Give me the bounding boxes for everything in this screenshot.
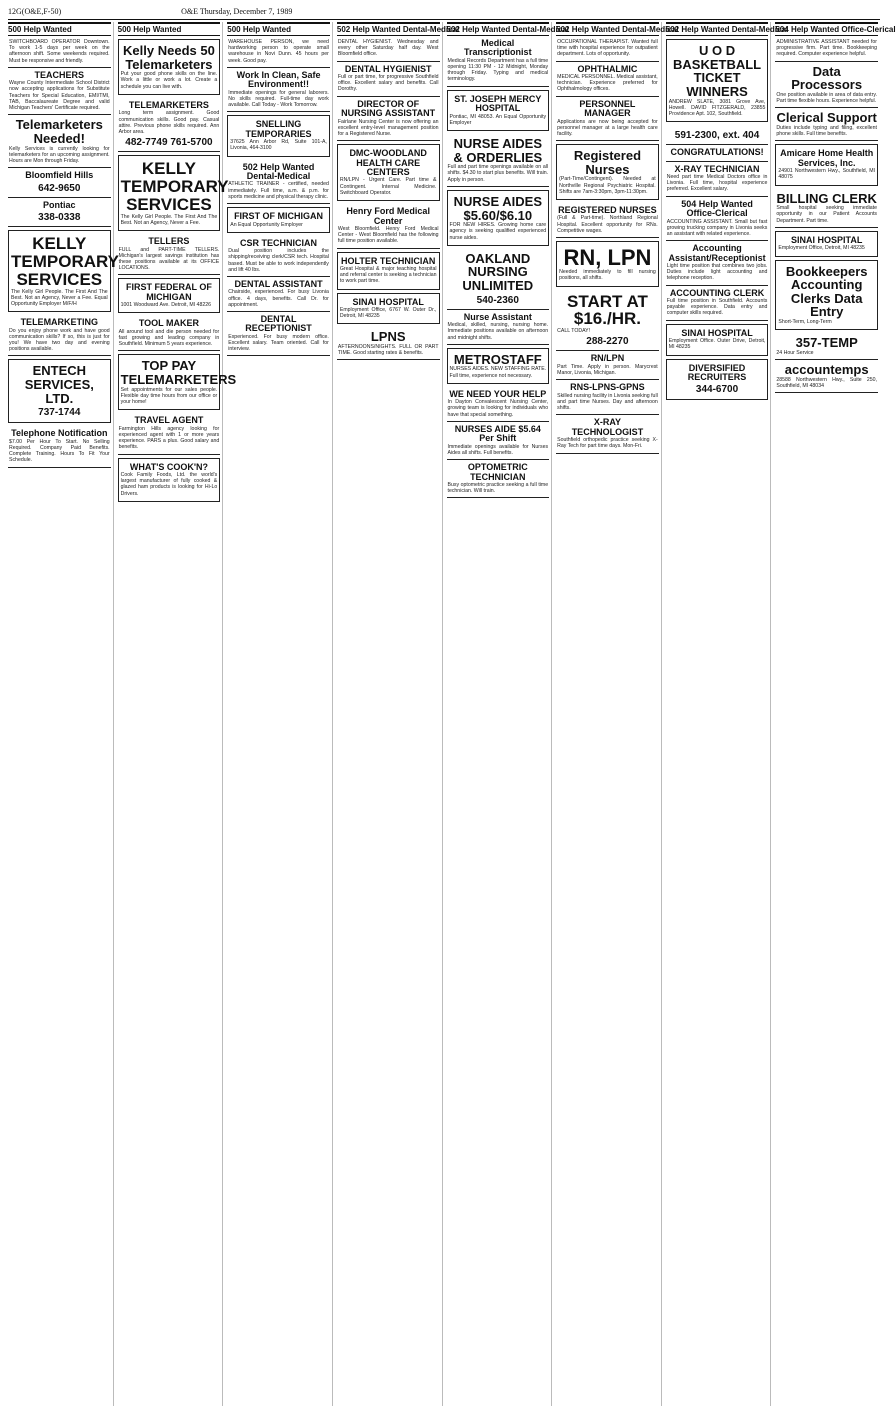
classified-ad bbox=[775, 108, 878, 141]
ad-title: Nurse Assistant bbox=[463, 311, 532, 322]
classified-ad bbox=[447, 348, 550, 384]
ad-title: WE NEED YOUR HELP bbox=[449, 388, 547, 399]
classified-ad bbox=[447, 134, 550, 187]
ad-title: SINAI HOSPITAL bbox=[352, 296, 424, 307]
classified-ad bbox=[666, 241, 769, 285]
ad-title: OPHTHALMIC bbox=[577, 63, 638, 74]
classified-ad bbox=[556, 290, 659, 352]
ad-title: ST. JOSEPH MERCY HOSPITAL bbox=[454, 93, 542, 114]
classified-ad bbox=[227, 207, 330, 233]
ad-body: Small hospital seeking immediate opportunity in our Patient Accounts Department. Part time. bbox=[776, 205, 877, 224]
page-code: 12G(O&E,F-50) bbox=[8, 7, 62, 16]
ad-phone: 737-1744 bbox=[38, 407, 81, 419]
ad-title: DENTAL ASSISTANT bbox=[234, 278, 323, 289]
ad-title: TEACHERS bbox=[34, 69, 85, 80]
ad-body: Full and part time openings available on all shifts. $4.30 to start plus benefits. Will train. Apply in person. bbox=[447, 164, 549, 183]
classified-ad bbox=[118, 413, 221, 454]
column-heading: 500 Help Wanted bbox=[118, 22, 221, 36]
ad-body: Medical, skilled, nursing, nursing home. Immediate positions available on afternoon and midnight shifts. bbox=[447, 322, 549, 341]
ad-body: 24901 Northwestern Hwy., Southfield, MI 48075 bbox=[778, 168, 875, 181]
classified-ad bbox=[227, 236, 330, 277]
classified-ad bbox=[337, 144, 440, 201]
classified-ad bbox=[447, 36, 550, 87]
column-heading: 502 Help Wanted Dental-Medical bbox=[337, 22, 440, 36]
ad-body: CALL TODAY! bbox=[557, 328, 591, 335]
ad-body: Do you enjoy phone work and have good communication skills? If so, this is just for you! We have two day and evening positions available. bbox=[9, 327, 110, 353]
ad-body: DENTAL HYGIENIST. Wednesday and every other Saturday half day. West Bloomfield office. bbox=[337, 39, 439, 58]
ad-body: FULL and PART-TIME TELLERS. Michigan's largest savings institution has these positions available at its OFFICE LOCATIONS. bbox=[118, 246, 220, 272]
ad-phone: 288-2270 bbox=[586, 336, 629, 348]
ad-title: Henry Ford Medical Center bbox=[346, 206, 430, 226]
ad-body: Pontiac, MI 48053. An Equal Opportunity Employer bbox=[449, 113, 547, 126]
classified-ad bbox=[556, 36, 659, 62]
classified-ad bbox=[447, 90, 550, 131]
ad-title: RN/LPN bbox=[590, 353, 625, 364]
column-heading: 502 Help Wanted Dental-Medical bbox=[666, 22, 769, 36]
classified-ad bbox=[118, 278, 221, 313]
ad-title: RN, LPN bbox=[563, 245, 652, 271]
classified-ad bbox=[337, 252, 440, 290]
ad-title: Work In Clean, Safe Environment!! bbox=[236, 69, 321, 90]
ad-body: ATHLETIC TRAINER - certified, needed immediately. Full time, a.m. & p.m. for sports medicine and physical therapy clinic. bbox=[228, 181, 329, 200]
classified-ad bbox=[337, 204, 440, 248]
ad-title: KELLY TEMPORARY SERVICES bbox=[11, 234, 119, 289]
ad-title: Bookkeepers Accounting Clerks Data Entry bbox=[785, 263, 868, 320]
classified-ad bbox=[775, 260, 878, 331]
ad-body: Medical Records Department has a full time opening 11:30 PM - 12 Midnight, Monday through Friday. Typing and medical terminology. bbox=[447, 57, 549, 83]
ad-body: ADMINISTRATIVE ASSISTANT needed for progressive firm. Part time. Bookkeeping required. Computer experience helpful. bbox=[776, 39, 877, 58]
ad-phone: 482-7749 761-5700 bbox=[125, 137, 213, 149]
ad-body: Applications are now being accepted for personnel manager at a large health care facility. bbox=[557, 118, 658, 137]
ad-title: CSR TECHNICIAN bbox=[240, 237, 318, 248]
column-heading: 500 Help Wanted bbox=[8, 22, 111, 36]
ad-title: TELLERS bbox=[148, 236, 190, 247]
ad-column bbox=[336, 22, 460, 1406]
ad-body: Part Time. Apply in person. Marycrest Manor, Livonia, Michigan. bbox=[557, 363, 658, 377]
classified-ad bbox=[8, 36, 111, 68]
ad-title: DMC-WOODLAND HEALTH CARE CENTERS bbox=[349, 148, 427, 178]
classified-ad bbox=[666, 125, 769, 145]
classified-ad bbox=[775, 360, 878, 393]
ad-body: AFTERNOONS/NIGHTS. FULL OR PART TIME. Good starting rates & benefits. bbox=[337, 344, 439, 357]
ad-body: ACCOUNTING ASSISTANT. Small but fast growing trucking company in Livonia seeks an assistant with related experience. bbox=[666, 218, 768, 237]
classified-ad bbox=[666, 359, 769, 401]
ad-phone: 540-2360 bbox=[476, 294, 519, 306]
ad-title: NURSES AIDE $5.64 Per Shift bbox=[454, 423, 541, 444]
page-date: O&E Thursday, December 7, 1989 bbox=[181, 7, 293, 16]
classified-ad bbox=[666, 162, 769, 197]
classified-ad bbox=[8, 426, 111, 467]
ad-title: BILLING CLERK bbox=[776, 190, 877, 206]
ad-body: Employment Office, 6767 W. Outer Dr., Detroit, MI 48235 bbox=[339, 307, 437, 320]
classified-ad bbox=[8, 315, 111, 356]
classified-ad bbox=[118, 234, 221, 275]
ad-body: Farmington Hills agency looking for experienced agent with 1 or more years experience. PARS a plus. Good salary and benefits. bbox=[118, 425, 220, 451]
ad-title: TELEMARKETERS bbox=[128, 99, 209, 110]
ad-title: TELEMARKETING bbox=[20, 317, 99, 328]
ad-title: Bloomfield Hills bbox=[25, 170, 94, 181]
ad-body: The Kelly Girl People. The First And The Best. Not an Agency, Never a Fee. bbox=[120, 213, 218, 226]
ad-body: Busy optometric practice seeking a full time technician. Will train. bbox=[447, 481, 549, 495]
ad-title: DENTAL RECEPTIONIST bbox=[245, 314, 312, 334]
ad-title: Telephone Notification bbox=[11, 428, 108, 439]
classified-ad bbox=[227, 68, 330, 112]
ad-title: ACCOUNTING CLERK bbox=[669, 287, 765, 298]
ad-title: WHAT'S COOK'N? bbox=[129, 461, 208, 472]
classified-ad bbox=[8, 168, 111, 197]
ad-column bbox=[8, 22, 119, 1406]
ad-body: Duties include typing and filing, excellent phone skills. Full time benefits. bbox=[776, 124, 877, 138]
ad-title: NURSE AIDES & ORDERLIES bbox=[453, 135, 543, 165]
ad-body: 37625 Ann Arbor Rd, Suite 101-A, Livonia, 464-3100 bbox=[230, 139, 327, 152]
classified-ad bbox=[666, 39, 769, 122]
ad-column bbox=[446, 22, 569, 1406]
classified-ad bbox=[337, 62, 440, 97]
classified-ad bbox=[775, 36, 878, 62]
ad-column bbox=[117, 22, 237, 1406]
classified-ad bbox=[337, 36, 440, 62]
ad-title: Pontiac bbox=[43, 199, 76, 210]
classified-ad bbox=[556, 97, 659, 141]
ad-body: OCCUPATIONAL THERAPIST. Wanted full time with hospital experience for outpatient department. Lots of opportunity. bbox=[557, 39, 658, 58]
ad-title: 357-TEMP bbox=[795, 335, 858, 351]
ad-body: One position available in area of data entry. Part time flexible hours. Experience helpful. bbox=[776, 91, 877, 105]
ad-body: Great Hospital & major teaching hospital and referral center is seeking a technician to work part time. bbox=[339, 265, 437, 285]
classified-ad bbox=[666, 145, 769, 161]
classified-ad bbox=[8, 68, 111, 115]
ad-body: Chairside, experienced. For busy Livonia office. 4 days, benefits. Call Dr. for appointment. bbox=[228, 289, 329, 308]
ad-body: West Bloomfield. Henry Ford Medical Center - West Bloomfield has the following full time position available. bbox=[337, 225, 439, 245]
ad-body: 1001 Woodward Ave. Detroit, MI 48226 bbox=[120, 302, 211, 309]
ad-title: Accounting Assistant/Receptionist bbox=[668, 243, 766, 263]
ad-column bbox=[775, 22, 896, 1406]
ad-title: U O D BASKETBALL TICKET WINNERS bbox=[673, 43, 762, 99]
classified-ad bbox=[447, 310, 550, 345]
ad-body: Set appointments for our sales people. Flexible day time hours from our office or your home! bbox=[120, 386, 218, 406]
classified-ad bbox=[447, 422, 550, 460]
ad-body: Southfield orthopedic practice seeking X-Ray Tech for part time days. Mon-Fri. bbox=[557, 437, 658, 450]
ad-body: WAREHOUSE PERSON, we need hardworking person to operate small warehouse in Novi Dunn. 45 hours per week. Good pay. bbox=[228, 39, 329, 64]
ad-body: ANDREW SLATE, 3081 Grove Ave, Howell. DAVID FITZGERALD, 23855 Providence Apt. 102, Southfield. bbox=[668, 98, 766, 117]
classified-ad bbox=[8, 359, 111, 423]
classified-ad bbox=[775, 144, 878, 185]
ad-title: CONGRATULATIONS! bbox=[670, 147, 764, 158]
ad-body: Skilled nursing facility in Livonia seeking full and part time Nurses. Day and afternoon shifts. bbox=[557, 392, 658, 412]
column-heading: 502 Help Wanted Dental-Medical bbox=[447, 22, 550, 36]
ad-body: Long term assignment. Good communication skills. Good pay. Casual attire. Previous phone skills required. Ann Arbor area. bbox=[118, 110, 220, 135]
classified-ad bbox=[775, 333, 878, 360]
ad-title: LPNS bbox=[370, 329, 406, 345]
ad-body: Employment Office, Detroit, MI 48235 bbox=[778, 245, 865, 252]
ad-phone: 338-0338 bbox=[38, 212, 81, 224]
ad-title: SNELLING TEMPORARIES bbox=[245, 119, 312, 139]
ad-body: FOR NEW HIRES. Growing home care agency is seeking qualified experienced nurse aides. bbox=[449, 222, 547, 241]
ad-body: Light time position that combines two jobs. Duties include light accounting and telephone reception. bbox=[666, 263, 768, 282]
ad-title: PERSONNEL MANAGER bbox=[579, 98, 636, 119]
ad-title: DENTAL HYGIENIST bbox=[344, 63, 432, 74]
classified-ad bbox=[775, 189, 878, 228]
ad-body: NURSES AIDES. NEW STAFFING RATE. Full time, experience not necessary. bbox=[449, 366, 547, 379]
column-heading: 504 Help Wanted Office-Clerical bbox=[775, 22, 878, 36]
ad-title: Medical Transcriptionist bbox=[464, 38, 532, 58]
classified-ad bbox=[556, 144, 659, 200]
ad-body: Immediate openings available for Nurses Aides all shifts. Full benefits. bbox=[447, 443, 549, 456]
ad-body: In Dayton Convalescent Nursing Center, growing team is looking for individuals who have that special something. bbox=[447, 399, 549, 418]
ad-body: 28588 Northwestern Hwy., Suite 250, Southfield, MI 48034 bbox=[776, 376, 877, 389]
ad-title: REGISTERED NURSES bbox=[558, 205, 657, 216]
classified-ad bbox=[447, 190, 550, 246]
classified-ad bbox=[118, 98, 221, 152]
ad-body: Short-Term, Long-Term bbox=[778, 319, 832, 326]
ad-body: RN/LPN - Urgent Care. Part time & Contingent. Internal Medicine. Switchboard Operator. bbox=[339, 177, 437, 196]
classified-ad bbox=[556, 351, 659, 380]
ad-body: Full or part time, for progressive Southfield office. Excellent salary and benefits. Call Dorothy. bbox=[337, 74, 439, 93]
column-heading: 502 Help Wanted Dental-Medical bbox=[556, 22, 659, 36]
ad-body: Experienced. For busy modern office. Excellent salary. Team oriented. Call for interview. bbox=[228, 333, 329, 353]
classified-ad bbox=[8, 230, 119, 312]
ad-phone: 642-9650 bbox=[38, 182, 81, 194]
ad-body: All around tool and die person needed for fast growing and leading company in Southfield. Minimum 5 years experience. bbox=[118, 328, 220, 348]
classified-ad bbox=[666, 324, 769, 356]
classified-ad bbox=[118, 155, 229, 231]
classified-ad bbox=[775, 62, 878, 109]
classified-ad bbox=[118, 316, 221, 351]
ad-body: Put your good phone skills on the line. Work a little or work a lot. Create a schedule you can live with. bbox=[120, 71, 218, 90]
ad-title: SINAI HOSPITAL bbox=[791, 234, 863, 245]
classified-ad bbox=[556, 62, 659, 97]
ad-title: Kelly Needs 50 Telemarketers bbox=[123, 43, 215, 72]
classified-page bbox=[8, 22, 896, 1406]
ad-title: 502 Help Wanted Dental-Medical bbox=[242, 161, 315, 182]
ad-body: 24 Hour Service bbox=[776, 349, 814, 356]
ad-title: RNS-LPNS-GPNS bbox=[570, 382, 645, 393]
ad-body: (Part-Time/Contingent). Needed at Northville Regional Psychiatric Hospital. Shifts are 7am-3:30pm, 3pm-11:30pm. bbox=[559, 176, 656, 195]
classified-ad bbox=[227, 36, 330, 68]
ad-phone: 344-6700 bbox=[695, 384, 739, 396]
masthead bbox=[8, 6, 880, 20]
ad-title: METROSTAFF bbox=[453, 351, 542, 367]
classified-ad bbox=[227, 160, 330, 204]
ad-title: 504 Help Wanted Office-Clerical bbox=[681, 198, 753, 219]
ad-title: SINAI HOSPITAL bbox=[681, 327, 753, 338]
classified-ad bbox=[775, 231, 878, 257]
ad-title: TOP PAY TELEMARKETERS bbox=[120, 358, 237, 388]
ad-title: Amicare Home Health Services, Inc. bbox=[780, 148, 874, 168]
ad-body: Needed immediately to fill nursing positions, all shifts. bbox=[559, 269, 656, 282]
ad-title: FIRST OF MICHIGAN bbox=[234, 211, 324, 222]
ad-title: Registered Nurses bbox=[573, 148, 642, 177]
classified-ad bbox=[556, 203, 659, 238]
classified-ad bbox=[447, 249, 550, 310]
ad-body: $7.00 Per Hour To Start. No Selling Required. Company Paid Benefits. Complete Training. Hours To Fit Your Schedule. bbox=[9, 438, 110, 464]
ad-title: ENTECH SERVICES, LTD. bbox=[24, 363, 94, 406]
ad-title: X-RAY TECHNICIAN bbox=[674, 163, 760, 174]
ad-title: accountemps bbox=[784, 362, 869, 378]
ad-body: Immediate openings for general laborers. No skills required. Full-time day work available. Call Today - Work Tomorrow. bbox=[228, 89, 329, 109]
ad-body: (Full & Part-time). Northland Regional Hospital. Excellent opportunity for RNs. Competitive wages. bbox=[557, 215, 658, 234]
column-heading: 500 Help Wanted bbox=[227, 22, 330, 36]
classified-ad bbox=[666, 197, 769, 241]
ad-title: DIRECTOR OF NURSING ASSISTANT bbox=[341, 98, 436, 119]
classified-ad bbox=[447, 387, 550, 422]
ad-title: FIRST FEDERAL OF MICHIGAN bbox=[126, 282, 212, 302]
ad-body: SWITCHBOARD OPERATOR Downtown. To work 1-5 days per week on the afternoon shift. Some weekends required. Must be responsive and friendly. bbox=[9, 39, 110, 64]
classified-ad bbox=[8, 198, 111, 227]
classified-ad bbox=[118, 458, 221, 502]
ad-body: Kelly Services is currently looking for telemarketers for an upcoming assignment. Hours are Mon through Friday. bbox=[9, 145, 110, 164]
classified-ad bbox=[666, 286, 769, 321]
ad-title: OPTOMETRIC TECHNICIAN bbox=[467, 462, 528, 482]
ad-title: X-RAY TECHNOLOGIST bbox=[571, 417, 644, 437]
classified-ad bbox=[118, 354, 237, 410]
ad-title: DIVERSIFIED RECRUITERS bbox=[687, 362, 747, 382]
ad-body: Need part time Medical Doctors office in Livonia. Full time, hospital experience preferred. Excellent salary. bbox=[666, 174, 768, 193]
ad-title: TRAVEL AGENT bbox=[134, 415, 204, 426]
ad-body: Employment Office. Outer Drive, Detroit, MI 48235 bbox=[668, 338, 766, 351]
ad-title: Clerical Support bbox=[776, 110, 877, 126]
ad-phone: 591-2300, ext. 404 bbox=[674, 130, 760, 142]
classified-ad bbox=[227, 312, 330, 356]
classified-ad bbox=[8, 115, 111, 168]
classified-ad bbox=[227, 277, 330, 312]
ad-title: TOOL MAKER bbox=[138, 318, 200, 329]
classified-ad bbox=[556, 241, 659, 287]
ad-body: Fairlane Nursing Center is now offering an excellent entry-level management position for a Registered Nurse. bbox=[337, 118, 439, 137]
classified-ad bbox=[556, 380, 659, 415]
classified-ad bbox=[337, 293, 440, 325]
ad-column bbox=[665, 22, 789, 1406]
ad-title: START AT $16./HR. bbox=[566, 291, 648, 329]
classified-ad bbox=[556, 415, 659, 453]
ad-title: Data Processors bbox=[791, 63, 863, 93]
ad-body: The Kelly Girl People. The First And The Best. Not an Agency, Never a Fee. Equal Opportunity Employer M/F/H bbox=[11, 288, 108, 307]
ad-body: Cook Family Foods, Ltd. the world's largest manufacturer of fully cooked & glazed ham products is looking for Hi-Lo Drivers. bbox=[120, 472, 218, 497]
ad-body: MEDICAL PERSONNEL. Medical assistant, technician. Experience preferred for Ophthalmology offices. bbox=[557, 74, 658, 93]
ad-title: KELLY TEMPORARY SERVICES bbox=[120, 159, 229, 214]
ad-body: Dual position includes the shipping/receiving clerk/CSR tech. Hospital based. Must be able to work independently and lift 40 lbs. bbox=[228, 248, 329, 273]
ad-body: An Equal Opportunity Employer bbox=[230, 221, 303, 228]
classified-ad bbox=[118, 39, 221, 95]
ad-body: Full time position in Southfield. Accounts payable experience. Data entry and computer skills required. bbox=[666, 298, 768, 317]
classified-ad bbox=[447, 460, 550, 498]
ad-title: OAKLAND NURSING UNLIMITED bbox=[462, 250, 534, 294]
classified-ad bbox=[337, 97, 440, 141]
ad-title: Telemarketers Needed! bbox=[15, 117, 103, 146]
classified-ad bbox=[227, 115, 330, 156]
ad-column bbox=[227, 22, 333, 1406]
ad-title: HOLTER TECHNICIAN bbox=[341, 255, 436, 266]
ad-body: Wayne County Intermediate School District now accepting applications for Substitute Teachers for Special Education, EMI/TMI, TAB, Baccalaureate Degree and valid Michigan Teachers' Certificate required. bbox=[9, 80, 110, 112]
classified-ad bbox=[337, 327, 440, 360]
ad-column bbox=[556, 22, 679, 1406]
ad-title: NURSE AIDES $5.60/$6.10 bbox=[453, 193, 542, 223]
